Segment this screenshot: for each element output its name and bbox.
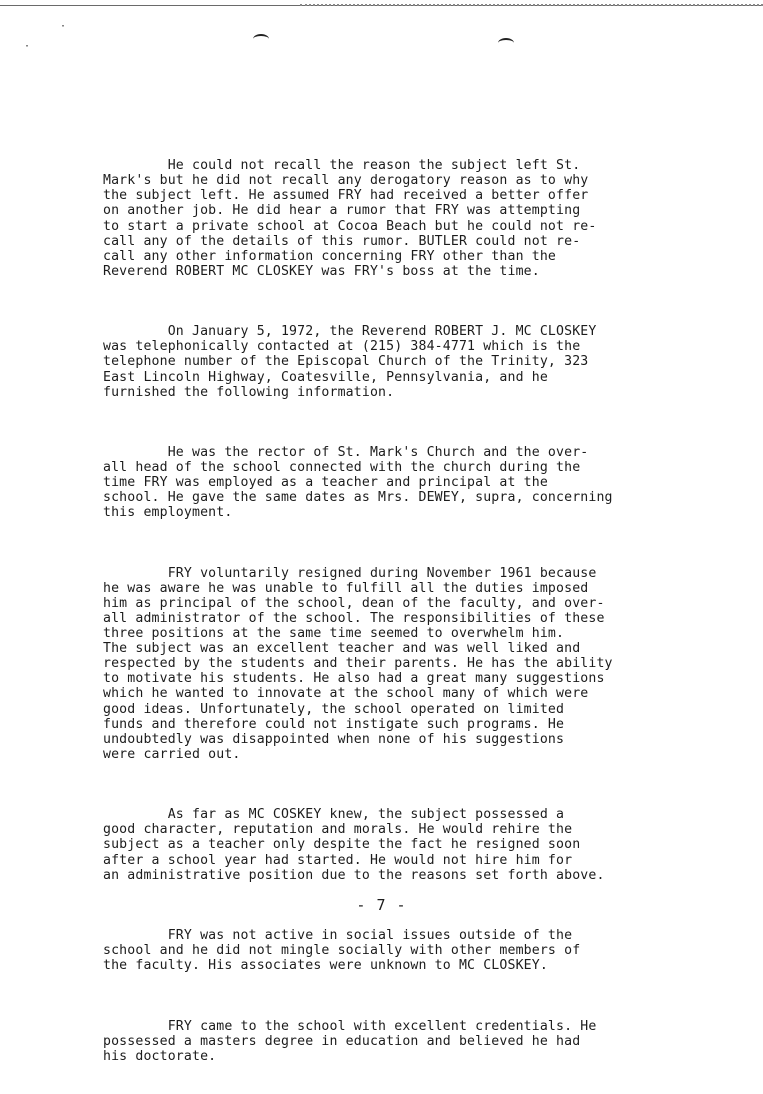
document-body (103, 128, 683, 1094)
paragraph: FRY voluntarily resigned during November 1961 because he was aware he was unable to fulfill all the duties imposed him as principal of the school, dean of the faculty, and over- all administrator of the school. The responsibilities of these three positions at the same time seemed to overwhelm him. The subject was an excellent teacher and was well liked and respected by the students and their parents. He has the ability to motivate his students. He also had a great many suggestions which he wanted to innovate at the school many of which were good ideas. Unfortunately, the school operated on limited funds and therefore could not instigate such programs. He undoubtedly was disappointed when none of his suggestions were carried out. (103, 565, 613, 762)
top-border-line (0, 5, 763, 6)
page-number: - 7 - (356, 896, 407, 914)
paragraph: On January 5, 1972, the Reverend ROBERT J. MC CLOSKEY was telephonically contacted at (215) 384-4771 which is the telephone number of the Episcopal Church of the Trinity, 323 East Lincoln Highway, Coatesville, Pennsylvania, and he furnished the following information. (103, 324, 597, 400)
paragraph: He could not recall the reason the subject left St. Mark's but he did not recall any derogatory reason as to why the subject left. He assumed FRY had received a better offer on another job. He did hear a rumor that FRY was attempting to start a private school at Cocoa Beach but he could not re- call any of the details of this rumor. BUTLER could not re- call any other information concerning FRY other than the Reverend ROBERT MC CLOSKEY was FRY's boss at the time. (103, 158, 597, 279)
paragraph: He was the rector of St. Mark's Church and the over- all head of the school connected with the church during the time FRY was employed as a teacher and principal at the school. He gave the same dates as Mrs. DEWEY, supra, concerning this employment. (103, 444, 613, 521)
paragraph: FRY came to the school with excellent credentials. He possessed a masters degree in education and believed he had his doctorate. (103, 1018, 597, 1064)
scan-speck: · (24, 41, 31, 52)
scan-speck: · (60, 21, 67, 32)
top-dotted-edge (300, 4, 763, 9)
paragraph: FRY was not active in social issues outside of the school and he did not mingle socially with other members of the faculty. His associates were unknown to MC CLOSKEY. (103, 927, 581, 974)
punch-hole-mark-right (498, 38, 514, 48)
paragraph: As far as MC COSKEY knew, the subject possessed a good character, reputation and morals. He would rehire the subject as a teacher only despite the fact he resigned soon after a school year had started. He would not hire him for an administrative position due to the reasons set forth above. (103, 807, 605, 883)
punch-hole-mark-left (253, 34, 269, 44)
